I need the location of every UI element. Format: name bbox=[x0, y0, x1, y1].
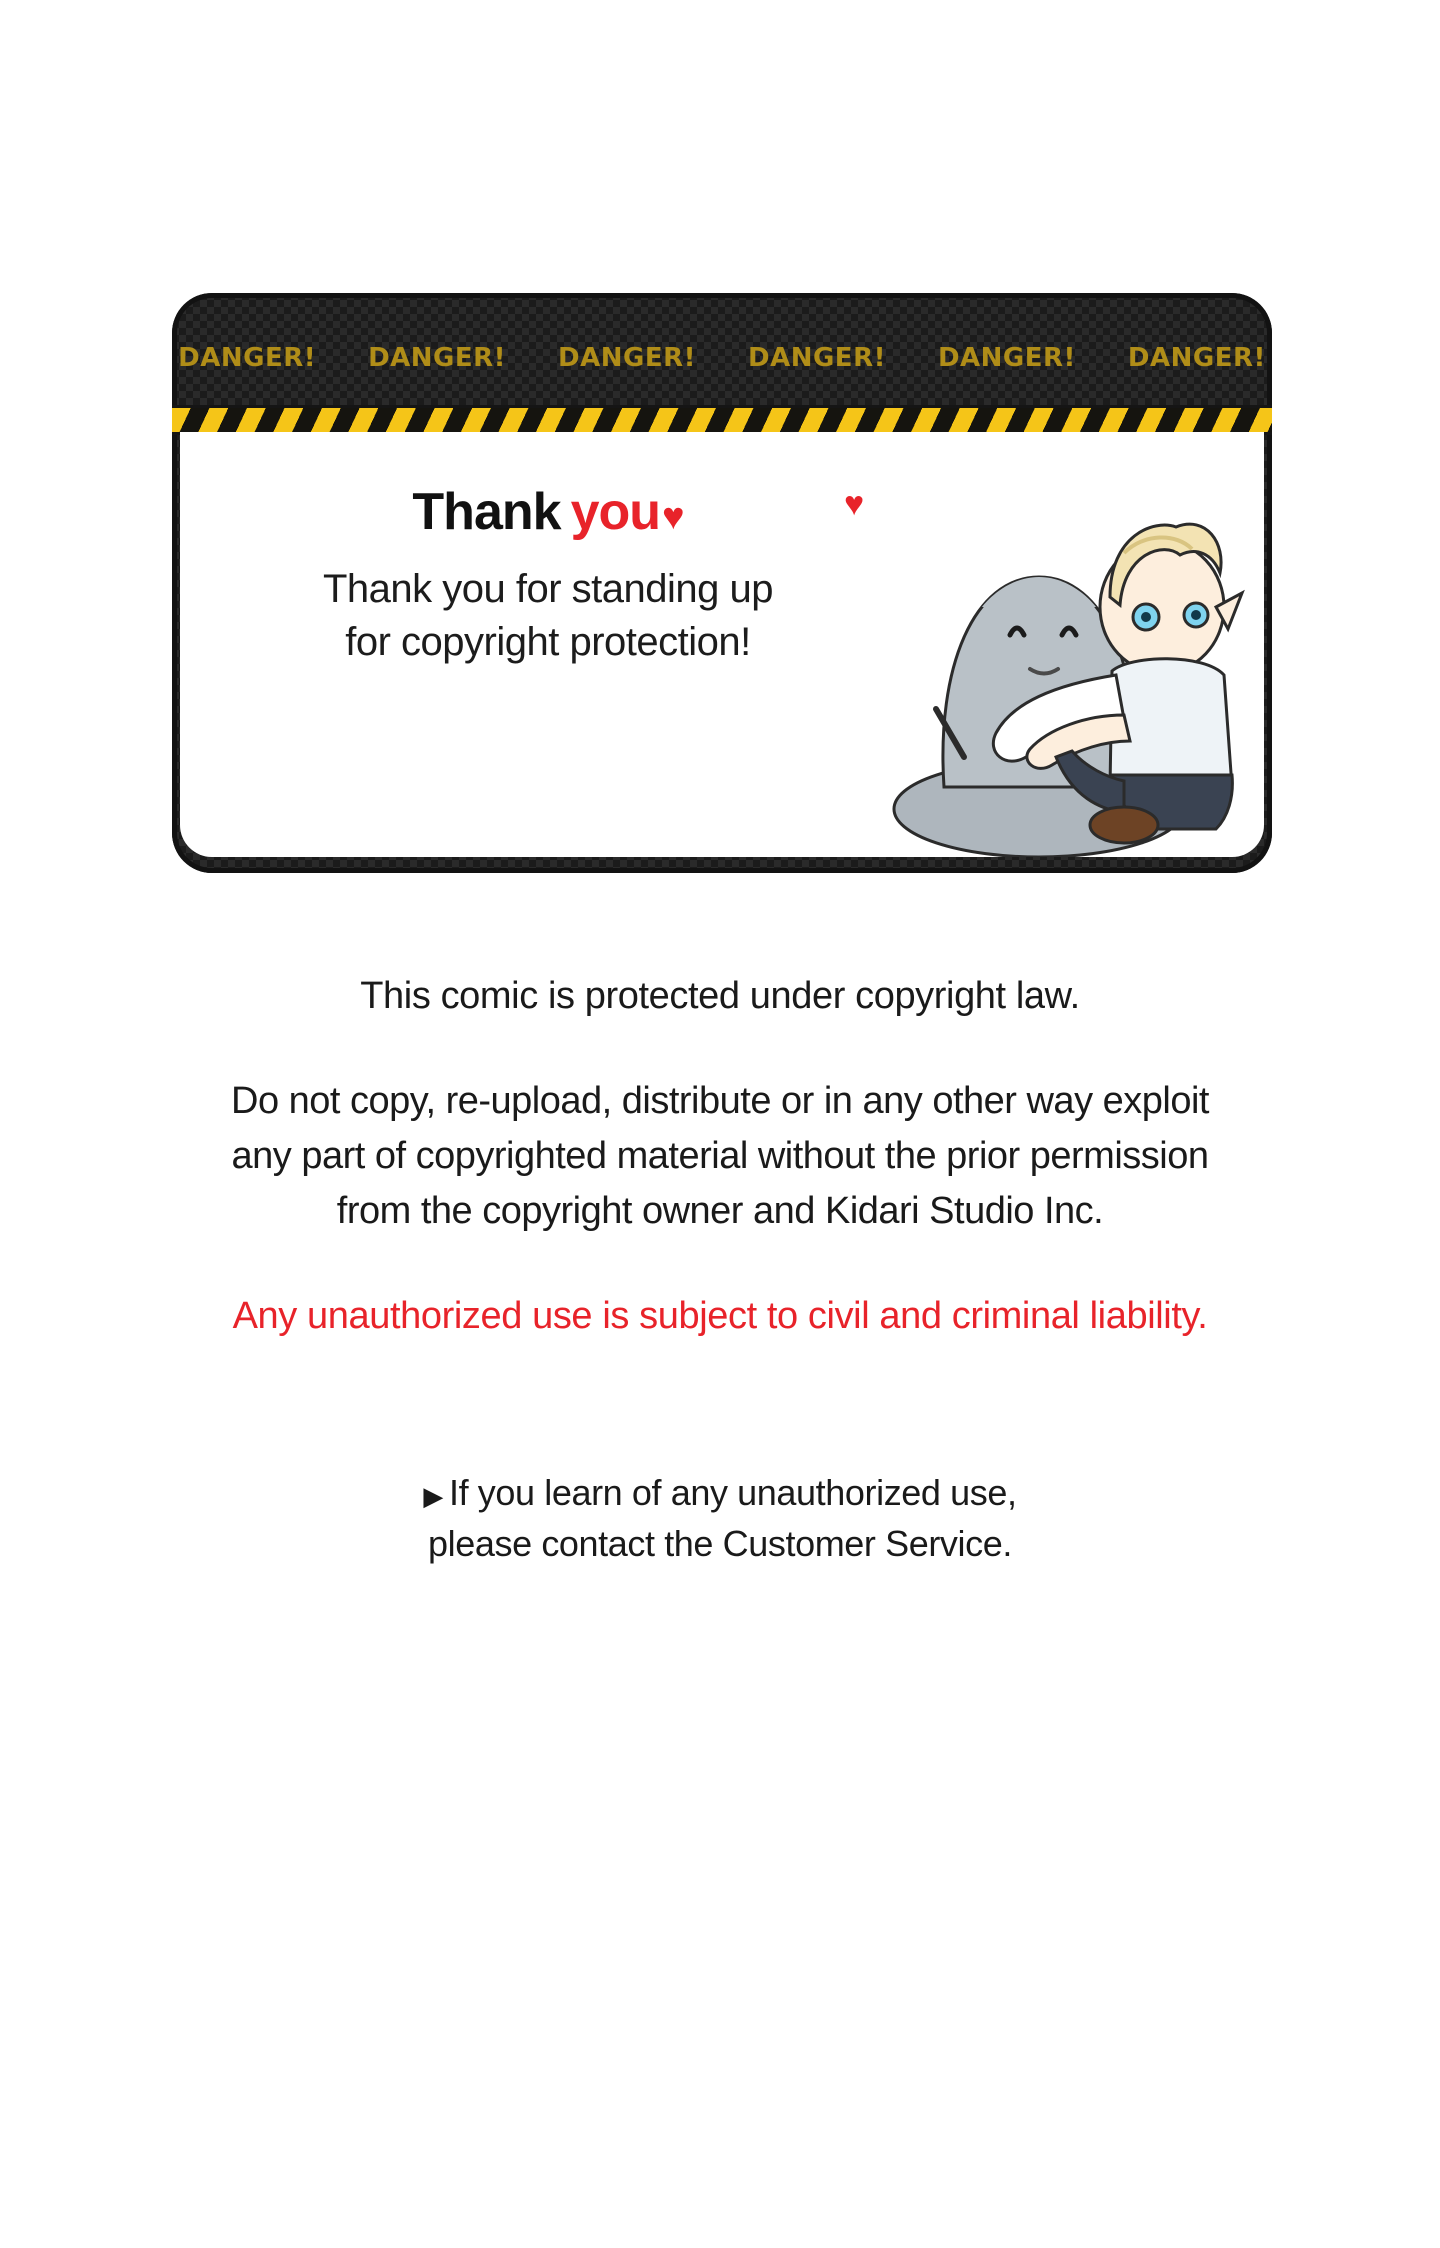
thank-word: Thank bbox=[412, 483, 561, 541]
notice-paragraph bbox=[80, 1074, 1360, 1239]
banner-white-panel bbox=[180, 432, 1264, 857]
you-word: you bbox=[570, 483, 661, 541]
thank-you-subtitle bbox=[238, 563, 858, 669]
danger-label: DANGER! bbox=[558, 343, 696, 373]
thank-you-message bbox=[238, 484, 858, 669]
copyright-warning-banner bbox=[172, 293, 1272, 873]
heart-icon: ♥ bbox=[662, 496, 684, 538]
notice-line-1: This comic is protected under copyright law. bbox=[360, 975, 1080, 1017]
illustration-svg bbox=[824, 457, 1254, 857]
danger-label-row bbox=[172, 335, 1272, 381]
contact-line-2: please contact the Customer Service. bbox=[428, 1522, 1012, 1564]
notice-paragraph-line-2: any part of copyrighted material without the prior permission bbox=[231, 1135, 1209, 1178]
danger-label: DANGER! bbox=[1127, 343, 1266, 373]
banner-dark-frame bbox=[172, 293, 1272, 873]
copyright-notice-text bbox=[0, 975, 1440, 1569]
contact-line-1: If you learn of any unauthorized use, bbox=[449, 1472, 1017, 1514]
liability-warning: Any unauthorized use is subject to civil and criminal liability. bbox=[232, 1295, 1208, 1338]
thank-you-subtitle-line-1: Thank you for standing up bbox=[322, 567, 774, 612]
contact-line-1-wrap bbox=[80, 1468, 1360, 1518]
triangle-bullet-icon: ▶ bbox=[423, 1481, 443, 1512]
danger-label: DANGER! bbox=[368, 343, 507, 373]
hazard-stripe-divider bbox=[172, 405, 1272, 435]
hugging-characters-illustration bbox=[824, 457, 1254, 857]
thank-you-subtitle-line-2: for copyright protection! bbox=[345, 619, 751, 664]
notice-paragraph-line-1: Do not copy, re-upload, distribute or in any other way exploit bbox=[231, 1080, 1209, 1122]
contact-instructions bbox=[80, 1468, 1360, 1569]
danger-label: DANGER! bbox=[748, 343, 886, 373]
danger-label: DANGER! bbox=[178, 343, 317, 373]
floating-heart-icon: ♥ bbox=[844, 485, 865, 523]
notice-paragraph-line-3: from the copyright owner and Kidari Studio Inc. bbox=[336, 1190, 1104, 1233]
thank-you-title bbox=[238, 484, 858, 541]
danger-label: DANGER! bbox=[937, 343, 1076, 373]
